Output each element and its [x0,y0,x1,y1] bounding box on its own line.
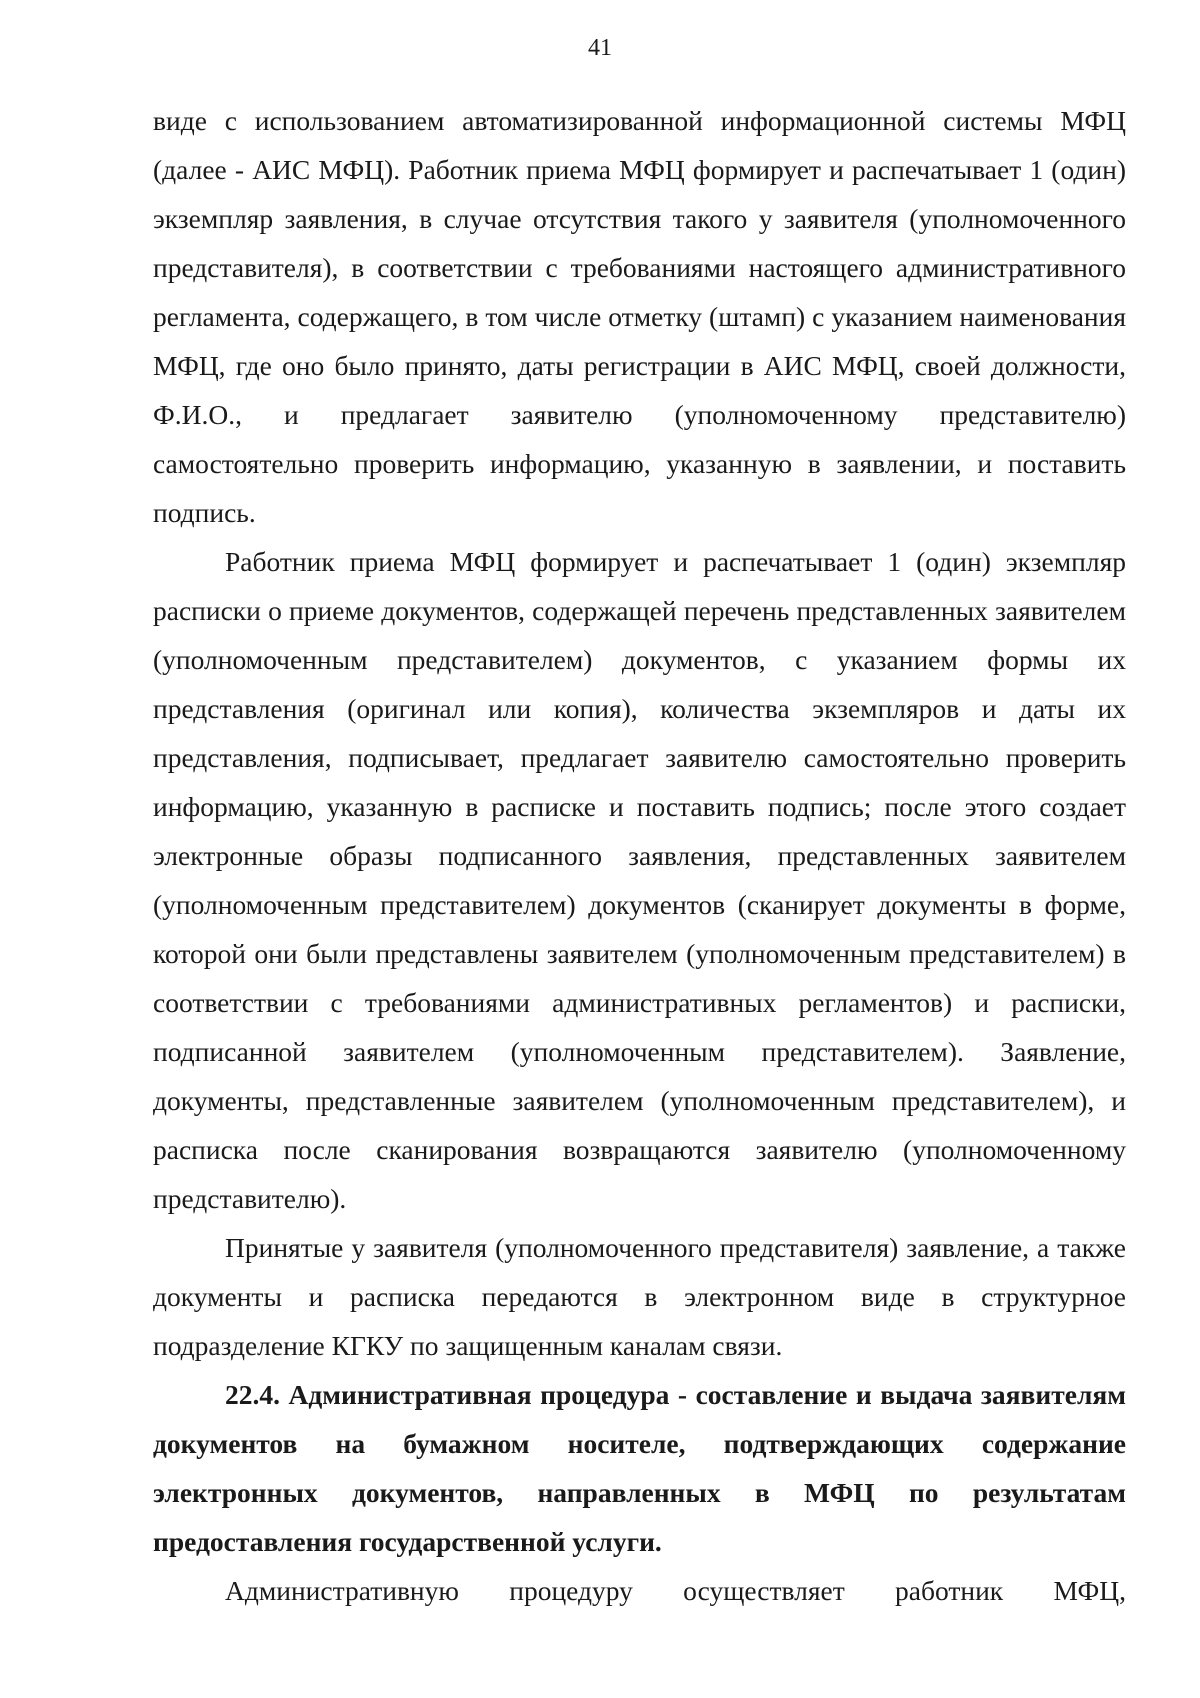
paragraph-procedure-start: Административную процедуру осуществляет работник МФЦ, [225,1575,1126,1606]
paragraph-transfer: Принятые у заявителя (уполномоченного представителя) заявление, а также документы и расписка передаются в электронном виде в структурное подразделение КГКУ по защищенным каналам связи. [153,1232,1126,1361]
paragraph-receipt: Работник приема МФЦ формирует и распечатывает 1 (один) экземпляр расписки о приеме документов, содержащей перечень представленных заявителем (уполномоченным представителем) документов, с указанием формы их представления (оригинал или копия), количества экземпляров и даты их представления, подписывает, предлагает заявителю самостоятельно проверить информацию, указанную в расписке и поставить подпись; после этого создает электронные образы подписанного заявления, представленных заявителем (уполномоченным представителем) документов (сканирует документы в форме, которой они были представлены заявителем (уполномоченным представителем) в соответствии с требованиями административных регламентов) и расписки, подписанной заявителем (уполномоченным представителем). Заявление, документы, представленные заявителем (уполномоченным представителем), и расписка после сканирования возвращаются заявителю (уполномоченному представителю). [153,546,1126,1214]
section-heading-22-4: 22.4. Административная процедура - составление и выдача заявителям документов на бумажном носителе, подтверждающих содержание электронных документов, направленных в МФЦ по результатам предоставления государственной услуги. [153,1379,1126,1557]
document-body [153,96,1126,1615]
page-number: 41 [588,35,612,61]
paragraph-continuation: виде с использованием автоматизированной информационной системы МФЦ (далее - АИС МФЦ). Работник приема МФЦ формирует и распечатывает 1 (один) экземпляр заявления, в случае отсутствия такого у заявителя (уполномоченного представителя), в соответствии с требованиями настоящего административного регламента, содержащего, в том числе отметку (штамп) с указанием наименования МФЦ, где оно было принято, даты регистрации в АИС МФЦ, своей должности, Ф.И.О., и предлагает заявителю (уполномоченному представителю) самостоятельно проверить информацию, указанную в заявлении, и поставить подпись. [153,105,1126,528]
